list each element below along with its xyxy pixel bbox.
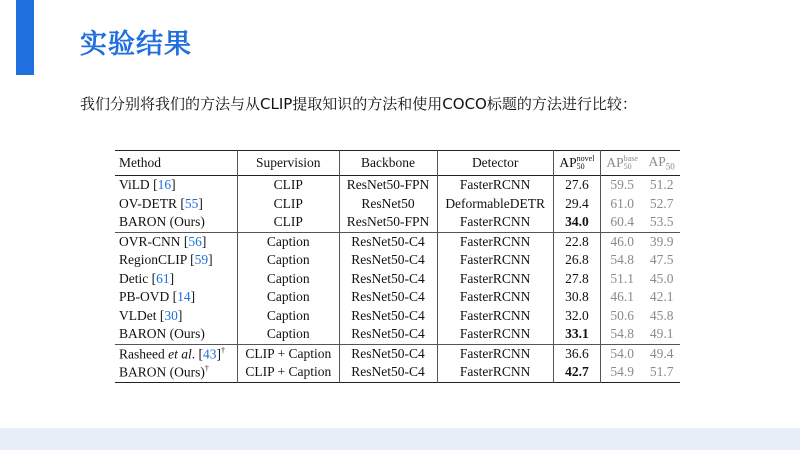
cell-ap-base: 51.1: [610, 270, 634, 286]
table-row: [115, 288, 680, 307]
cell-ap-base: 59.5: [610, 177, 634, 193]
cell-supervision: CLIP + Caption: [238, 363, 340, 382]
method-name: OV-DETR: [119, 195, 181, 211]
cell-ap-base: 54.8: [610, 252, 634, 268]
cell-method: OV-DETR [55]: [115, 195, 238, 214]
cell-method: VLDet [30]: [115, 307, 238, 326]
table-row: [115, 325, 680, 344]
cell-backbone: ResNet50: [339, 195, 437, 214]
cell-supervision: Caption: [238, 307, 340, 326]
table-row: [115, 176, 680, 195]
method-name: Detic: [119, 270, 152, 286]
cell-method: [115, 363, 238, 382]
cell-supervision: Caption: [238, 325, 340, 344]
cell-backbone: ResNet50-C4: [339, 232, 437, 251]
cell-ap-novel: 26.8: [553, 251, 600, 270]
cell-ap-novel: 27.8: [553, 270, 600, 289]
table-row: [115, 213, 680, 232]
cell-backbone: ResNet50-C4: [339, 270, 437, 289]
cell-detector: FasterRCNN: [437, 363, 553, 382]
cell-detector: FasterRCNN: [437, 270, 553, 289]
cell-ap-novel: 36.6: [553, 344, 600, 363]
cell-ap-novel: 30.8: [553, 288, 600, 307]
cell-ap: 42.1: [649, 289, 674, 305]
cell-ap: 49.4: [649, 345, 674, 361]
cell-detector: FasterRCNN: [437, 232, 553, 251]
cell-detector: FasterRCNN: [437, 325, 553, 344]
cell-detector: FasterRCNN: [437, 288, 553, 307]
slide-subtitle: 我们分别将我们的方法与从CLIP提取知识的方法和使用COCO标题的方法进行比较：: [80, 95, 637, 113]
table-row: [115, 307, 680, 326]
header-supervision: Supervision: [238, 151, 340, 176]
results-table-container: [115, 150, 680, 383]
cell-ap-novel: 32.0: [553, 307, 600, 326]
header-ap-sub: 50: [665, 161, 675, 172]
cell-ap: 53.5: [649, 214, 674, 230]
cell-method: ViLD [16]: [115, 176, 238, 195]
header-ap: [643, 151, 680, 176]
cell-ap-base: 46.0: [610, 233, 634, 249]
cell-ap: 52.7: [649, 195, 674, 211]
cell-backbone: ResNet50-C4: [339, 288, 437, 307]
method-name: OVR-CNN: [119, 233, 184, 249]
cell-detector: FasterRCNN: [437, 251, 553, 270]
title-accent-bar: [16, 0, 34, 75]
citation-link[interactable]: 16: [157, 177, 172, 193]
cell-ap-base: 54.8: [610, 326, 634, 342]
cell-method: BARON (Ours): [115, 325, 238, 344]
cell-ap-base: 60.4: [610, 214, 634, 230]
cell-method: OVR-CNN [56]: [115, 232, 238, 251]
method-name: Rasheed et al.: [119, 346, 199, 361]
cell-supervision: CLIP: [238, 213, 340, 232]
cell-backbone: ResNet50-FPN: [339, 213, 437, 232]
footer-bar: [0, 428, 800, 450]
header-ap-base-label: AP: [606, 154, 624, 170]
cell-ap: 47.5: [649, 252, 674, 268]
cell-ap: 45.8: [649, 307, 674, 323]
header-ap-novel: [553, 151, 600, 176]
results-table: [115, 150, 680, 383]
header-ap-base: [601, 151, 644, 176]
citation-link[interactable]: 55: [184, 195, 199, 211]
header-ap-novel-label: AP: [559, 154, 577, 170]
cell-supervision: Caption: [238, 232, 340, 251]
header-ap-novel-sub: 50: [576, 162, 585, 172]
dagger-mark: †: [220, 345, 225, 355]
cell-detector: FasterRCNN: [437, 307, 553, 326]
cell-ap-base: 54.9: [610, 364, 634, 380]
cell-ap: 51.7: [649, 364, 674, 380]
header-method: Method: [115, 151, 238, 176]
cell-supervision: Caption: [238, 270, 340, 289]
header-ap-base-sup: base: [623, 154, 638, 164]
method-name: PB-OVD: [119, 289, 173, 305]
cell-ap: 51.2: [649, 177, 674, 193]
cell-ap-base: 54.0: [610, 345, 634, 361]
cell-ap-novel: 34.0: [553, 213, 600, 232]
cell-ap-novel: 29.4: [553, 195, 600, 214]
dagger-mark: †: [204, 364, 209, 373]
cell-backbone: ResNet50-FPN: [339, 176, 437, 195]
citation-link[interactable]: 56: [188, 233, 202, 249]
citation-link[interactable]: 59: [194, 252, 209, 268]
cell-ap-novel: 22.8: [553, 232, 600, 251]
table-header-row: [115, 151, 680, 176]
table-row: [115, 344, 680, 363]
cell-supervision: CLIP + Caption: [238, 344, 340, 363]
cell-ap-novel: 27.6: [553, 176, 600, 195]
citation-link[interactable]: 61: [156, 270, 170, 286]
cell-ap-novel: 33.1: [553, 325, 600, 344]
cell-supervision: Caption: [238, 288, 340, 307]
method-name: ViLD: [119, 177, 154, 193]
cell-supervision: Caption: [238, 251, 340, 270]
cell-method: Detic [61]: [115, 270, 238, 289]
table-row: [115, 251, 680, 270]
cell-ap-base: 50.6: [610, 307, 634, 323]
header-detector: Detector: [437, 151, 553, 176]
cell-ap-base: 61.0: [610, 195, 634, 211]
cell-ap-novel: 42.7: [553, 363, 600, 382]
method-name: BARON (Ours): [119, 364, 205, 380]
slide-title: 实验结果: [80, 29, 192, 60]
table-row: [115, 232, 680, 251]
cell-detector: DeformableDETR: [437, 195, 553, 214]
header-ap-novel-sup: novel: [576, 154, 595, 164]
cell-method: BARON (Ours): [115, 213, 238, 232]
cell-ap-base: 46.1: [610, 289, 634, 305]
cell-detector: FasterRCNN: [437, 176, 553, 195]
cell-supervision: CLIP: [238, 195, 340, 214]
method-name: RegionCLIP: [119, 252, 191, 268]
header-backbone: Backbone: [339, 151, 437, 176]
cell-ap: 45.0: [649, 270, 674, 286]
citation-link[interactable]: 30: [164, 307, 178, 323]
cell-backbone: ResNet50-C4: [339, 325, 437, 344]
cell-detector: FasterRCNN: [437, 213, 553, 232]
cell-backbone: ResNet50-C4: [339, 344, 437, 363]
cell-detector: FasterRCNN: [437, 344, 553, 363]
cell-ap: 49.1: [649, 326, 674, 342]
cell-backbone: ResNet50-C4: [339, 363, 437, 382]
citation-link[interactable]: 43: [202, 346, 217, 361]
cell-ap: 39.9: [649, 233, 674, 249]
citation-link[interactable]: 14: [177, 289, 191, 305]
cell-method: Rasheed et al. [43]†: [115, 344, 238, 363]
cell-backbone: ResNet50-C4: [339, 251, 437, 270]
cell-method: PB-OVD [14]: [115, 288, 238, 307]
table-row: [115, 363, 680, 382]
table-row: [115, 195, 680, 214]
cell-supervision: CLIP: [238, 176, 340, 195]
table-row: [115, 270, 680, 289]
header-ap-base-sub: 50: [623, 162, 632, 172]
header-ap-label: AP: [648, 154, 666, 170]
method-name: VLDet: [119, 307, 160, 323]
cell-method: RegionCLIP [59]: [115, 251, 238, 270]
cell-backbone: ResNet50-C4: [339, 307, 437, 326]
